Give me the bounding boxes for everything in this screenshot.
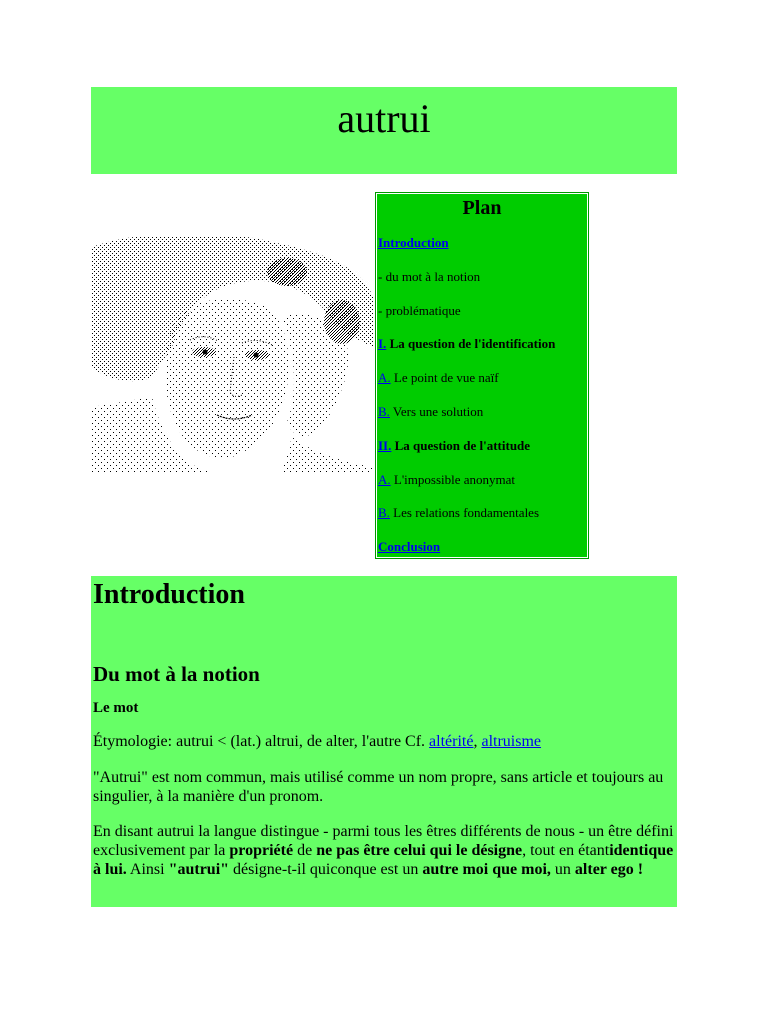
- title-banner: [91, 87, 677, 174]
- plan-list: [377, 235, 587, 555]
- plan-link-ii[interactable]: II.: [378, 437, 392, 453]
- etymology-separator: ,: [473, 733, 482, 750]
- plan-text: Le point de vue naïf: [390, 370, 499, 386]
- plan-item-conclusion: [378, 539, 587, 555]
- plan-item-introduction: [378, 235, 587, 251]
- plan-link-conclusion[interactable]: Conclusion: [378, 539, 441, 555]
- etymology-paragraph: [93, 732, 675, 751]
- page-title: autrui: [337, 96, 431, 141]
- bold-text: "autrui": [168, 861, 230, 878]
- plan-link-i-b[interactable]: B.: [378, 403, 390, 419]
- text: En disant autrui la langue distingue - parmi tous les êtres différents de nous - un être défini exclusivement par la: [93, 823, 674, 859]
- introduction-section: [91, 576, 677, 907]
- text: de: [293, 842, 317, 859]
- portrait-image: [92, 237, 373, 472]
- plan-item-i: [378, 336, 587, 352]
- label-le-mot: Le mot: [93, 700, 139, 716]
- plan-text: La question de l'attitude: [391, 437, 531, 453]
- plan-link-ii-a[interactable]: A.: [378, 471, 391, 487]
- autrui-nom-commun-paragraph: "Autrui" est nom commun, mais utilisé comme un nom propre, sans article et toujours au singulier, à la manière d'un pronom.: [93, 769, 664, 805]
- plan-text: Les relations fondamentales: [389, 505, 540, 521]
- link-alterite[interactable]: altérité: [429, 733, 474, 750]
- plan-link-introduction[interactable]: Introduction: [378, 235, 449, 250]
- plan-text: La question de l'identification: [386, 336, 556, 352]
- plan-item-problematique: [378, 303, 587, 319]
- text: un: [550, 861, 575, 878]
- bold-text: ne pas être celui qui le désigne: [316, 842, 523, 859]
- plan-text: - problématique: [378, 302, 461, 318]
- bold-text: autre moi que moi,: [422, 861, 551, 878]
- text: Ainsi: [126, 861, 169, 878]
- bold-text: alter ego !: [574, 861, 644, 878]
- plan-item-i-a: [378, 370, 587, 386]
- text: désigne-t-il quiconque est un: [229, 861, 423, 878]
- plan-item-ii: [378, 438, 587, 454]
- plan-link-i-a[interactable]: A.: [378, 370, 391, 386]
- plan-link-ii-b[interactable]: B.: [378, 505, 390, 521]
- plan-item-ii-a: [378, 472, 587, 488]
- etymology-text: Étymologie: autrui < (lat.) altrui, de alter, l'autre Cf.: [93, 733, 430, 750]
- plan-heading: Plan: [462, 197, 502, 219]
- plan-item-ii-b: [378, 505, 587, 521]
- plan-item-i-b: [378, 404, 587, 420]
- plan-item-du-mot: [378, 269, 587, 285]
- definition-paragraph: [93, 822, 675, 879]
- plan-text: - du mot à la notion: [378, 268, 481, 284]
- plan-box: [376, 193, 588, 558]
- introduction-heading: Introduction: [93, 579, 245, 610]
- bold-text: identique à lui.: [93, 842, 674, 878]
- plan-text: Vers une solution: [389, 403, 484, 419]
- section-subheading: Du mot à la notion: [93, 662, 260, 686]
- text: , tout en étant: [522, 842, 610, 859]
- link-altruisme[interactable]: altruisme: [481, 733, 542, 750]
- bold-text: propriété: [229, 842, 294, 859]
- plan-link-i[interactable]: I.: [378, 336, 387, 352]
- plan-text: L'impossible anonymat: [390, 471, 516, 487]
